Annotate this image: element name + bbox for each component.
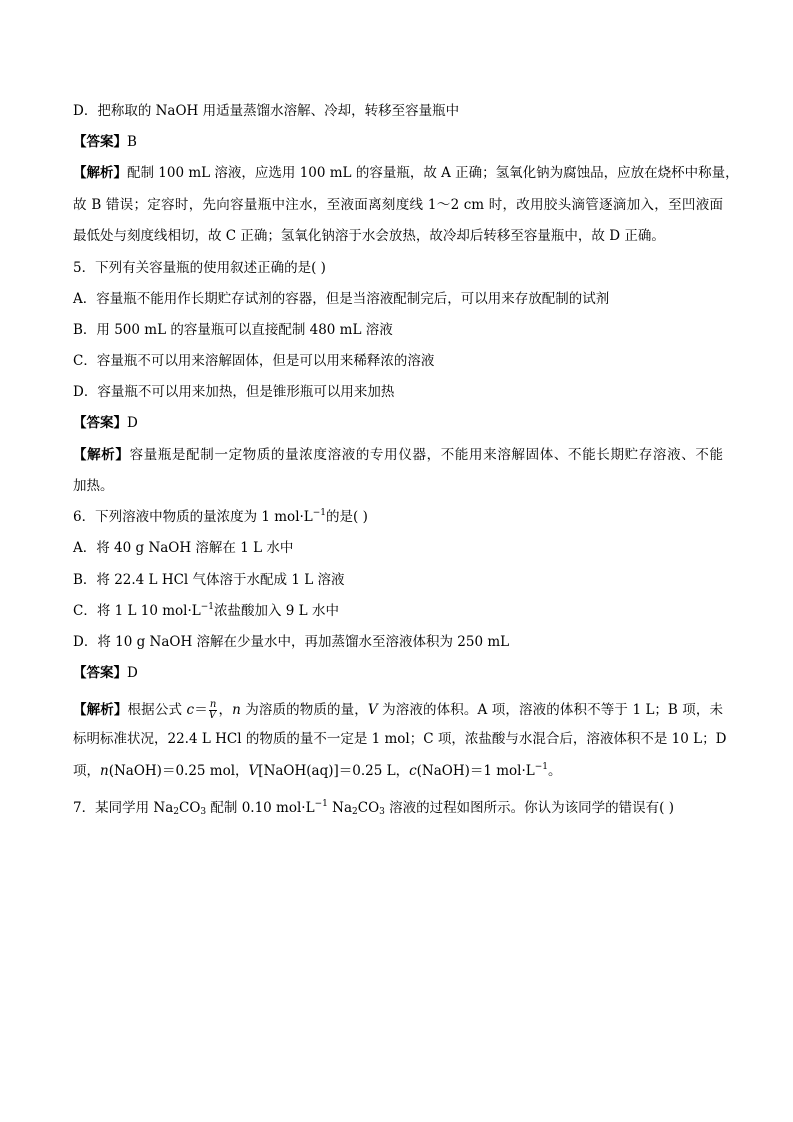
q6-answer — [73, 662, 723, 684]
answer-label: 【答案】 — [73, 134, 127, 150]
q5-analysis-line-2: 加热。 — [73, 478, 114, 494]
subscript: 3 — [200, 807, 207, 817]
analysis-label: 【解析】 — [73, 702, 128, 718]
answer-value: D — [127, 415, 138, 431]
q6-option-a: A．将 40 g NaOH 溶解在 1 L 水中 — [73, 540, 294, 556]
stem-text: Na — [327, 800, 352, 816]
q6-option-c — [73, 600, 723, 622]
fraction-denominator: V — [208, 710, 217, 721]
subscript: 2 — [173, 807, 179, 817]
stem-text: CO — [357, 800, 380, 816]
analysis-text: (NaOH)＝0.25 mol， — [108, 763, 249, 779]
q6-option-b: B．将 22.4 L HCl 气体溶于水配成 1 L 溶液 — [73, 572, 345, 588]
formula-variable: n — [100, 763, 109, 779]
formula-variable: n — [232, 702, 241, 718]
answer-label: 【答案】 — [73, 415, 127, 431]
q6-analysis-line-2: 标明标准状况，22.4 L HCl 的物质的量不一定是 1 mol；C 项，浓盐酸与水混合后，溶液体积不是 10 L；D — [73, 731, 727, 747]
fraction-numerator: n — [209, 699, 217, 710]
analysis-text: ， — [218, 702, 233, 718]
q4-answer — [73, 131, 723, 153]
analysis-text: 容量瓶是配制一定物质的量浓度溶液的专用仪器，不能用来溶解固体、不能长期贮存溶液、不能 — [129, 447, 723, 463]
formula-variable: c — [186, 702, 195, 718]
option-text: C．将 1 L 10 mol·L — [73, 603, 201, 619]
analysis-text: 项， — [73, 763, 100, 779]
stem-text: 7．某同学用 Na — [73, 800, 174, 816]
q4-analysis-line-2: 故 B 错误；定容时，先向容量瓶中注水，至液面离刻度线 1～2 cm 时，改用胶头滴管逐滴加入，至凹液面 — [73, 197, 723, 213]
analysis-text: 根据公式 — [127, 702, 187, 718]
analysis-label: 【解析】 — [73, 447, 130, 463]
analysis-text: 。 — [548, 763, 562, 779]
formula-variable: c — [409, 763, 417, 779]
option-text: 浓盐酸加入 9 L 水中 — [214, 603, 339, 619]
stem-text: 的是( ) — [326, 509, 368, 525]
answer-label: 【答案】 — [73, 665, 127, 681]
q6-stem — [73, 506, 723, 528]
analysis-text: 为溶液的体积。A 项，溶液的体积不等于 1 L；B 项，未 — [377, 702, 724, 718]
stem-text: 溶液的过程如图所示。你认为该同学的错误有( ) — [384, 800, 674, 816]
answer-value: B — [127, 134, 137, 150]
stem-text: 6．下列溶液中物质的量浓度为 1 mol·L — [73, 509, 313, 525]
q6-analysis-line-1 — [73, 697, 723, 723]
q6-option-d: D．将 10 g NaOH 溶解在少量水中，再加蒸馏水至溶液体积为 250 mL — [73, 634, 510, 650]
q5-option-c: C．容量瓶不可以用来溶解固体，但是可以用来稀释浓的溶液 — [73, 353, 435, 369]
q5-analysis-line-1 — [73, 444, 723, 466]
formula-variable: V — [248, 763, 259, 779]
q6-analysis-line-3 — [73, 760, 723, 782]
superscript: −1 — [314, 799, 328, 809]
q4-option-d: D．把称取的 NaOH 用适量蒸馏水溶解、冷却，转移至容量瓶中 — [73, 103, 460, 119]
q7-stem — [73, 797, 723, 819]
q5-option-b: B．用 500 mL 的容量瓶可以直接配制 480 mL 溶液 — [73, 322, 393, 338]
superscript: −1 — [534, 762, 549, 772]
formula-variable: V — [367, 702, 378, 718]
stem-text: CO — [178, 800, 201, 816]
q4-analysis-line-3: 最低处与刻度线相切，故 C 正确；氢氧化钠溶于水会放热，故冷却后转移至容量瓶中，故 D 正确。 — [73, 228, 665, 244]
analysis-label: 【解析】 — [73, 165, 127, 181]
analysis-text: (NaOH)＝1 mol·L — [416, 763, 535, 779]
answer-value: D — [127, 665, 138, 681]
q5-stem: 5．下列有关容量瓶的使用叙述正确的是( ) — [73, 260, 326, 276]
formula-fraction — [209, 700, 217, 721]
subscript: 2 — [352, 807, 358, 817]
q4-analysis-line-1 — [73, 162, 739, 184]
q5-option-d: D．容量瓶不可以用来加热，但是锥形瓶可以用来加热 — [73, 384, 395, 400]
stem-text: 配制 0.10 mol·L — [206, 800, 315, 816]
q5-option-a: A．容量瓶不能用作长期贮存试剂的容器，但是当溶液配制完后，可以用来存放配制的试剂 — [73, 291, 610, 307]
superscript: −1 — [312, 508, 327, 518]
analysis-text: 配制 100 mL 溶液，应选用 100 mL 的容量瓶，故 A 正确；氢氧化钠为腐蚀品，应放在烧杯中称量， — [127, 165, 739, 181]
formula-equals: ＝ — [194, 702, 208, 718]
q5-answer — [73, 412, 723, 434]
analysis-text: [NaOH(aq)]＝0.25 L， — [258, 763, 410, 779]
analysis-text: 为溶质的物质的量， — [240, 702, 368, 718]
subscript: 3 — [379, 807, 385, 817]
superscript: −1 — [200, 602, 215, 612]
